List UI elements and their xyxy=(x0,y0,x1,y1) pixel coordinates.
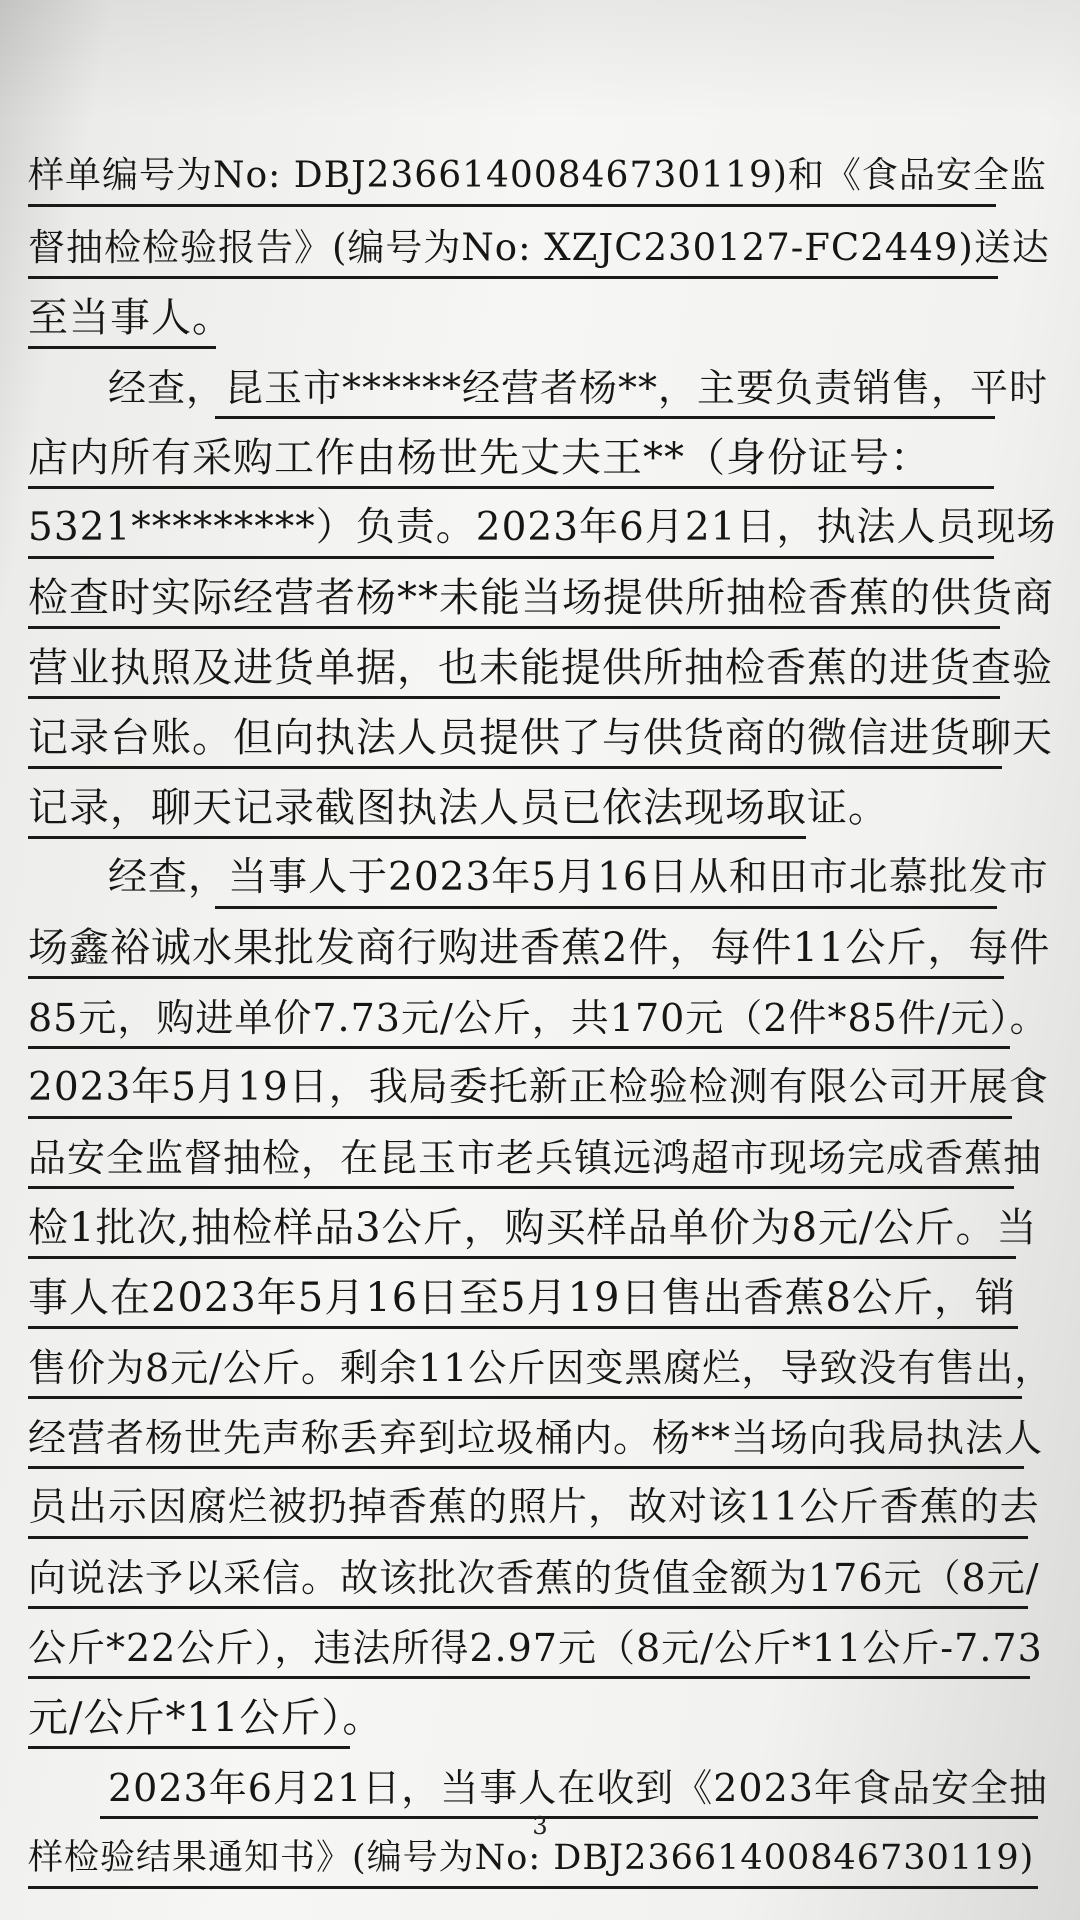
text-line: 85元，购进单价7.73元/公斤，共170元（2件*85件/元）。 xyxy=(28,996,1049,1040)
text-line: 员出示因腐烂被扔掉香蕉的照片，故对该11公斤香蕉的去 xyxy=(28,1485,1040,1530)
underline xyxy=(28,626,1000,629)
underline xyxy=(215,906,997,909)
underline xyxy=(28,556,994,559)
text-line: 记录台账。但向执法人员提供了与供货商的微信进货聊天 xyxy=(28,715,1053,761)
underline xyxy=(28,1256,1016,1259)
text-line: 向说法予以采信。故该批次香蕉的货值金额为176元（8元/ xyxy=(28,1556,1040,1600)
text-line: 品安全监督抽检，在昆玉市老兵镇远鸿超市现场完成香蕉抽 xyxy=(28,1136,1043,1180)
underline xyxy=(28,696,1000,699)
text-line: 元/公斤*11公斤）。 xyxy=(28,1695,384,1741)
underline xyxy=(28,1606,1028,1609)
text-line: 经营者杨世先声称丢弃到垃圾桶内。杨**当场向我局执法人 xyxy=(28,1416,1044,1460)
text-line: 售价为8元/公斤。剩余11公斤因变黑腐烂，导致没有售出， xyxy=(28,1346,1054,1390)
text-line: 事人在2023年5月16日至5月19日售出香蕉8公斤，销 xyxy=(28,1275,1016,1321)
underline xyxy=(28,346,216,349)
text-line: 至当事人。 xyxy=(28,295,233,341)
text-line: 经查，当事人于2023年5月16日从和田市北慕批发市 xyxy=(108,855,1049,900)
underline xyxy=(28,1326,1018,1329)
underline xyxy=(28,1466,1024,1469)
text-line: 公斤*22公斤），违法所得2.97元（8元/公斤*11公斤-7.73 xyxy=(28,1626,1043,1670)
underline xyxy=(28,976,1004,979)
text-line: 检查时实际经营者杨**未能当场提供所抽检香蕉的供货商 xyxy=(28,575,1054,621)
underline xyxy=(28,766,1002,769)
underline xyxy=(28,1046,1010,1049)
underline xyxy=(28,836,806,839)
text-line: 督抽检检验报告》(编号为No: XZJC230127-FC2449)送达 xyxy=(28,226,1050,269)
text-line: 样检验结果通知书》(编号为No: DBJ23661400846730119) xyxy=(28,1838,1035,1878)
text-line: 检1批次,抽检样品3公斤，购买样品单价为8元/公斤。当 xyxy=(28,1205,1038,1251)
underline xyxy=(28,1536,1028,1539)
text-line: 2023年6月21日，当事人在收到《2023年食品安全抽 xyxy=(108,1766,1048,1810)
underline xyxy=(28,1186,1014,1189)
page-number: 3 xyxy=(532,1812,548,1840)
underline xyxy=(28,1886,1038,1889)
text-line: 店内所有采购工作由杨世先丈夫王**（身份证号： xyxy=(28,435,931,481)
underline xyxy=(28,1746,350,1749)
text-line: 记录，聊天记录截图执法人员已依法现场取证。 xyxy=(28,785,889,831)
text-line: 2023年5月19日，我局委托新正检验检测有限公司开展食 xyxy=(28,1065,1049,1110)
text-line: 样单编号为No: DBJ23661400846730119)和《食品安全监 xyxy=(28,155,1047,196)
text-line: 经查，昆玉市******经营者杨**，主要负责销售，平时 xyxy=(108,366,1049,410)
underline xyxy=(215,416,995,419)
page-shadow xyxy=(0,0,1080,120)
underline xyxy=(28,1676,1030,1679)
underline xyxy=(28,1116,1012,1119)
text-line: 场鑫裕诚水果批发商行购进香蕉2件，每件11公斤，每件 xyxy=(28,925,1051,971)
text-line: 5321*********）负责。2023年6月21日，执法人员现场 xyxy=(28,505,1057,550)
underline xyxy=(28,486,994,489)
underline xyxy=(100,1816,1038,1819)
underline xyxy=(28,204,996,207)
text-line: 营业执照及进货单据，也未能提供所抽检香蕉的进货查验 xyxy=(28,645,1053,691)
underline xyxy=(28,1396,1022,1399)
underline xyxy=(28,276,998,279)
